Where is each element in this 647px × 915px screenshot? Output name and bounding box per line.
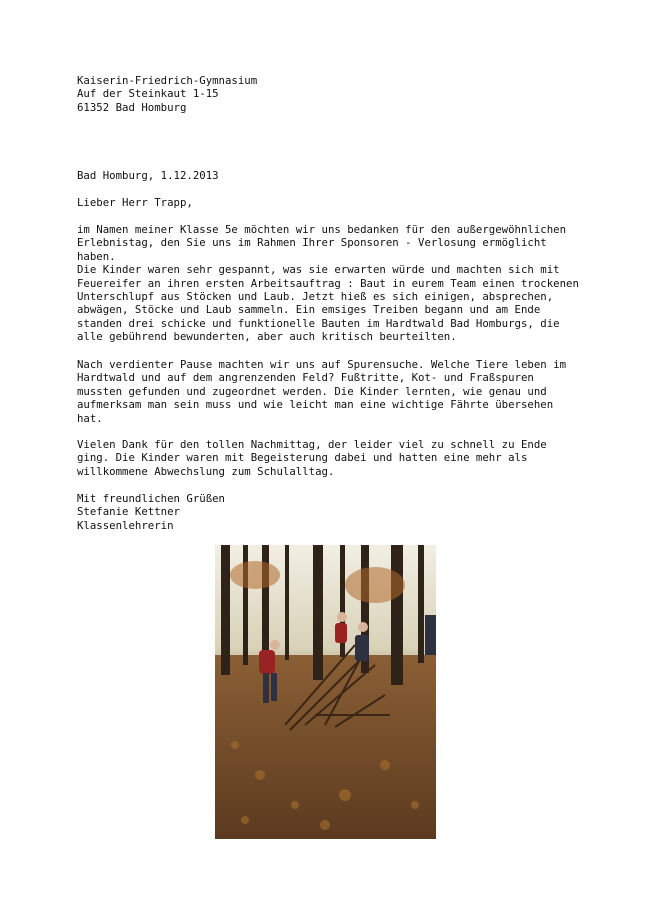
body-paragraph-1 (77, 223, 637, 344)
text-line: Vielen Dank für den tollen Nachmittag, der leider viel zu schnell zu Ende (77, 438, 547, 451)
salutation: Lieber Herr Trapp, (77, 196, 193, 209)
body-paragraph-3 (77, 438, 637, 478)
sender-address (77, 74, 637, 114)
forest-photo-drawing (215, 545, 436, 839)
text-line: haben. (77, 249, 116, 263)
body-paragraph-2 (77, 358, 637, 425)
date-line: Bad Homburg, 1.12.2013 (77, 169, 219, 182)
text-line: Klassenlehrerin (77, 518, 174, 532)
text-line: Mit freundlichen Grüßen (77, 492, 225, 505)
text-line: Die Kinder waren sehr gespannt, was sie erwarten würde und machten sich mit (77, 263, 560, 277)
text-line: Nach verdienter Pause machten wir uns auf Spurensuche. Welche Tiere leben im (77, 358, 567, 371)
text-line: alle gebührend bewunderten, aber auch kritisch beurteilten. (77, 330, 457, 344)
text-line: standen drei schicke und funktionelle Bauten im Hardtwald Bad Homburgs, die (77, 316, 560, 330)
text-line: Hardtwald und auf dem angrenzenden Feld? Fußtritte, Kot- und Fraßspuren (77, 371, 534, 385)
text-line: willkommene Abwechslung zum Schulalltag. (77, 464, 335, 478)
text-line: Feuereifer an ihren ersten Arbeitsauftrag : Baut in eurem Team einen trockenen (77, 276, 579, 290)
text-line: 61352 Bad Homburg (77, 100, 187, 114)
text-line: aufmerksam man sein muss und wie leicht man eine wichtige Fährte übersehen (77, 398, 554, 412)
text-line: abwägen, Stöcke und Laub sammeln. Ein emsiges Treiben begann und am Ende (77, 303, 541, 317)
text-line: ging. Die Kinder waren mit Begeisterung dabei und hatten eine mehr als (77, 451, 528, 465)
text-line: hat. (77, 411, 103, 425)
text-line: mussten gefunden und zugeordnet werden. Die Kinder lernten, wie genau und (77, 384, 547, 398)
text-line: Unterschlupf aus Stöcken und Laub. Jetzt hieß es sich einigen, absprechen, (77, 290, 554, 304)
text-line: Auf der Steinkaut 1-15 (77, 87, 219, 101)
closing-signature (77, 492, 637, 532)
text-line: Kaiserin-Friedrich-Gymnasium (77, 74, 258, 87)
forest-photo (215, 545, 436, 839)
text-line: Erlebnistag, den Sie uns im Rahmen Ihrer Sponsoren - Verlosung ermöglicht (77, 236, 547, 250)
text-line: Stefanie Kettner (77, 505, 180, 519)
text-line: im Namen meiner Klasse 5e möchten wir uns bedanken für den außergewöhnlichen (77, 223, 567, 236)
